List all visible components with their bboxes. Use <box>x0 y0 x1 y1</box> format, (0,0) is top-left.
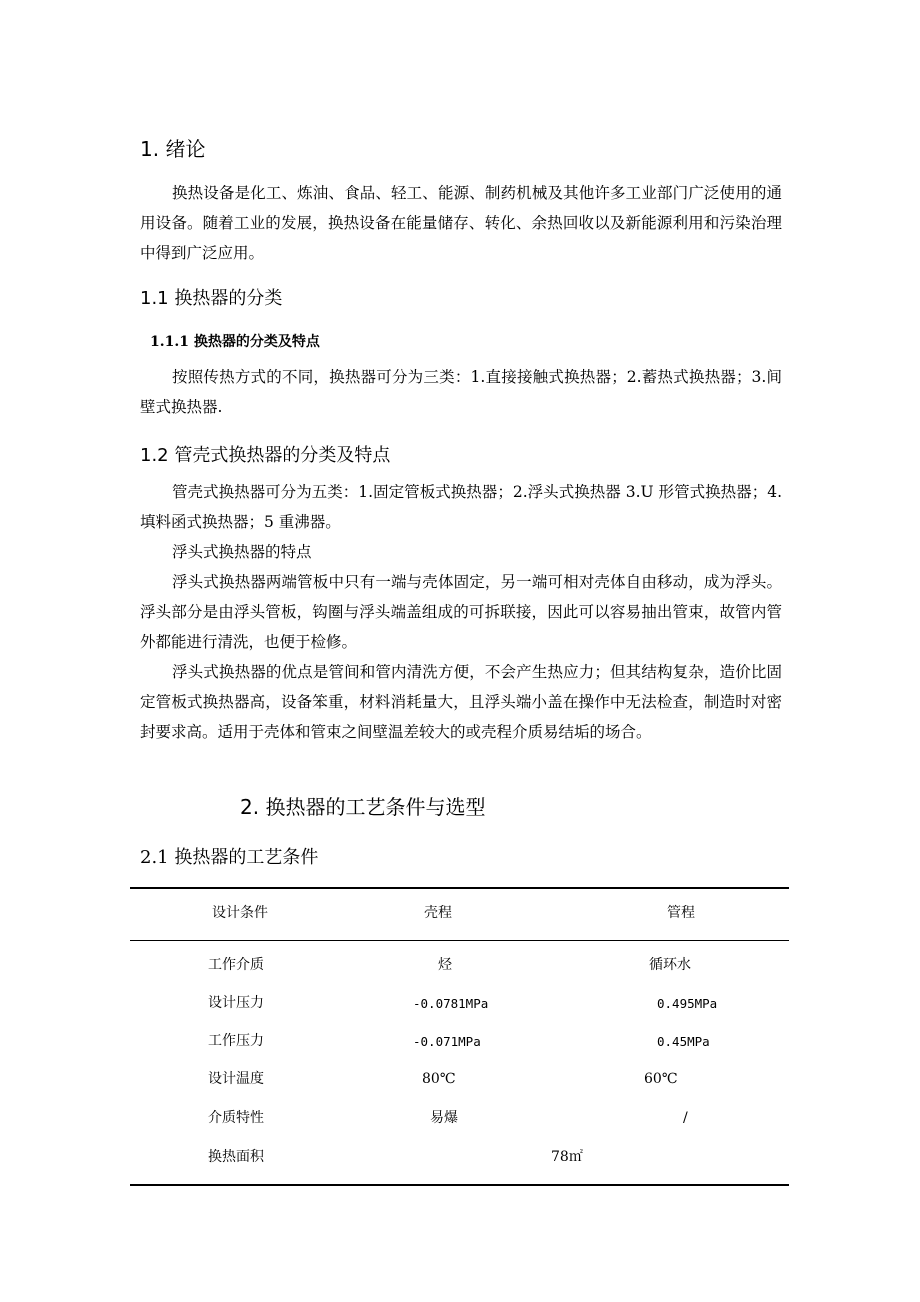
floating-head-subtitle: 浮头式换热器的特点 <box>172 543 312 561</box>
floating-head-paragraph-2: 浮头式换热器的优点是管间和管内清洗方便，不会产生热应力；但其结构复杂，造价比固定管板式换热器高，设备笨重，材料消耗量大，且浮头端小盖在操作中无法检查，制造时对密封要求高。适用于壳体和管束之间壁温差较大的或壳程介质易结垢的场合。 <box>140 663 782 741</box>
table-bottom-rule <box>130 1184 789 1186</box>
table-row-tube-value: 0.495MPa <box>657 996 718 1011</box>
table-row-shell-value: 烃 <box>438 957 452 973</box>
table-row-tube-value: / <box>683 1110 688 1126</box>
table-row-tube-value: 60℃ <box>644 1071 678 1087</box>
section-1-1-1-paragraph: 按照传热方式的不同，换热器可分为三类：1.直接接触式换热器；2.蓄热式换热器；3.间壁式换热器. <box>140 368 782 416</box>
table-row-tube-value: 循环水 <box>649 957 691 973</box>
table-row-shell-value: -0.0781MPa <box>413 996 489 1011</box>
table-row-label: 设计温度 <box>208 1071 264 1087</box>
section-1-2-heading: 1.2 管壳式换热器的分类及特点 <box>140 445 391 466</box>
table-top-rule <box>130 887 789 889</box>
floating-head-paragraph-1: 浮头式换热器两端管板中只有一端与壳体固定，另一端可相对壳体自由移动，成为浮头。浮头部分是由浮头管板，钩圈与浮头端盖组成的可拆联接，因此可以容易抽出管束，故管内管外都能进行清洗，也便于检修。 <box>140 573 782 651</box>
table-row-tube-value: 0.45MPa <box>657 1034 710 1049</box>
table-header-rule <box>130 940 789 941</box>
table-row-merged-value: 78㎡ <box>551 1149 583 1165</box>
table-row-shell-value: 易爆 <box>430 1110 458 1126</box>
table-row-label: 工作压力 <box>208 1033 264 1049</box>
table-header-tube-side: 管程 <box>667 905 695 921</box>
table-row-shell-value: 80℃ <box>422 1071 456 1087</box>
section-1-intro-paragraph: 换热设备是化工、炼油、食品、轻工、能源、制药机械及其他许多工业部门广泛使用的通用设备。随着工业的发展，换热设备在能量储存、转化、余热回收以及新能源利用和污染治理中得到广泛应用。 <box>140 184 782 262</box>
section-1-1-1-heading: 1.1.1 换热器的分类及特点 <box>150 334 320 350</box>
section-1-2-paragraph: 管壳式换热器可分为五类：1.固定管板式换热器；2.浮头式换热器 3.U 形管式换热器；4.填料函式换热器；5 重沸器。 <box>140 483 782 531</box>
table-row-label: 介质特性 <box>208 1110 264 1126</box>
table-header-design-condition: 设计条件 <box>212 905 268 921</box>
table-row-label: 设计压力 <box>208 995 264 1011</box>
section-2-1-heading: 2.1 换热器的工艺条件 <box>140 847 319 868</box>
section-1-heading: 1. 绪论 <box>140 137 206 161</box>
table-header-shell-side: 壳程 <box>424 905 452 921</box>
table-row-shell-value: -0.071MPa <box>413 1034 481 1049</box>
table-row-label: 工作介质 <box>208 957 264 973</box>
table-row-label: 换热面积 <box>208 1149 264 1165</box>
section-2-heading: 2. 换热器的工艺条件与选型 <box>240 795 486 819</box>
section-1-1-heading: 1.1 换热器的分类 <box>140 288 283 309</box>
